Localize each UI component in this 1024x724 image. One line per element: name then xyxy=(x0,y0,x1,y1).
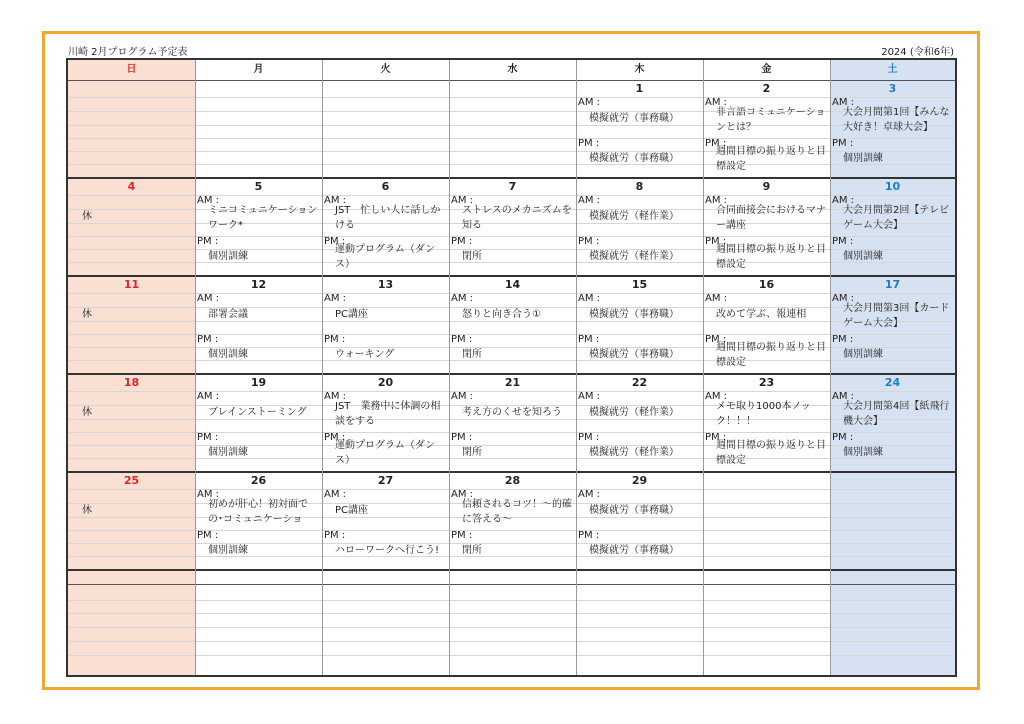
empty-row-line xyxy=(68,584,955,585)
pm-activity: 閉所 xyxy=(462,545,482,556)
am-label: AM : xyxy=(578,293,601,304)
am-label: AM : xyxy=(451,195,474,206)
am-activity: 初めが肝心！初対面での･コミュニケーショ xyxy=(208,499,308,525)
pm-label: PM : xyxy=(197,530,219,541)
am-activity: PC講座 xyxy=(335,505,369,516)
date-number: 8 xyxy=(635,180,644,193)
pm-label: PM : xyxy=(578,432,600,443)
pm-activity: 模擬就労（事務職） xyxy=(589,153,679,164)
empty-row-line xyxy=(68,655,955,656)
pm-label: PM : xyxy=(324,236,346,247)
pm-label: PM : xyxy=(832,138,854,149)
date-number: 29 xyxy=(631,474,648,487)
pm-label: PM : xyxy=(324,432,346,443)
pm-activity: 週間目標の振り返りと目標設定 xyxy=(716,440,826,466)
date-number: 16 xyxy=(758,278,775,291)
am-label: AM : xyxy=(451,391,474,402)
am-label: AM : xyxy=(832,391,855,402)
am-activity: 模擬就労（事務職） xyxy=(589,309,679,320)
pm-label: PM : xyxy=(832,432,854,443)
am-activity: 怒りと向き合う① xyxy=(462,309,541,320)
schedule-title: 川崎 2月プログラム予定表 xyxy=(68,47,188,58)
weekday-header-thu: 木 xyxy=(634,64,645,75)
date-number: 2 xyxy=(762,82,771,95)
date-number: 28 xyxy=(504,474,521,487)
pm-activity: 運動プログラム（ダンス） xyxy=(335,244,435,270)
date-number: 5 xyxy=(254,180,263,193)
pm-label: PM : xyxy=(578,138,600,149)
am-label: AM : xyxy=(324,195,347,206)
pm-label: PM : xyxy=(705,432,727,443)
pm-label: PM : xyxy=(578,530,600,541)
pm-label: PM : xyxy=(197,334,219,345)
weekday-header-sat: 土 xyxy=(887,64,898,75)
pm-activity: 個別訓練 xyxy=(208,251,248,262)
date-number: 24 xyxy=(884,376,901,389)
date-number: 6 xyxy=(381,180,390,193)
am-activity: 信頼されるコツ！～的確に答える～ xyxy=(462,499,572,525)
empty-row-line xyxy=(68,641,955,642)
date-number: 1 xyxy=(635,82,644,95)
pm-activity: 模擬就労（事務職） xyxy=(589,349,679,360)
am-activity: ストレスのメカニズムを知る xyxy=(462,205,572,231)
closed-day-label: 休 xyxy=(82,211,92,222)
date-number: 15 xyxy=(631,278,648,291)
sunday-column-bg xyxy=(68,60,195,675)
am-label: AM : xyxy=(197,195,220,206)
date-number: 10 xyxy=(884,180,901,193)
pm-label: PM : xyxy=(832,236,854,247)
pm-label: PM : xyxy=(705,236,727,247)
am-activity: 模擬就労（軽作業） xyxy=(589,211,679,222)
am-label: AM : xyxy=(578,97,601,108)
am-label: AM : xyxy=(324,489,347,500)
pm-activity: 閉所 xyxy=(462,349,482,360)
am-activity: メモ取り1000本ノック！！！ xyxy=(716,401,811,427)
pm-label: PM : xyxy=(451,334,473,345)
pm-label: PM : xyxy=(705,334,727,345)
am-activity: 模擬就労（事務職） xyxy=(589,505,679,516)
pm-label: PM : xyxy=(324,530,346,541)
calendar-grid xyxy=(66,58,957,677)
date-number: 12 xyxy=(250,278,267,291)
pm-label: PM : xyxy=(578,236,600,247)
am-label: AM : xyxy=(578,195,601,206)
am-activity: 大会月間第2回【テレビゲーム大会】 xyxy=(843,205,950,231)
pm-activity: 模擬就労（事務職） xyxy=(589,545,679,556)
am-activity: 改めて学ぶ、報連相 xyxy=(716,309,807,320)
am-label: AM : xyxy=(832,97,855,108)
date-number: 7 xyxy=(508,180,517,193)
am-activity: ミニコミュニケーションワーク* xyxy=(208,205,318,231)
am-pm-divider xyxy=(68,138,955,139)
pm-activity: 模擬就労（軽作業） xyxy=(589,447,679,458)
am-label: AM : xyxy=(705,97,728,108)
pm-activity: 個別訓練 xyxy=(843,251,883,262)
date-number: 25 xyxy=(123,474,140,487)
pm-label: PM : xyxy=(705,138,727,149)
am-activity: 模擬就労（事務職） xyxy=(589,113,679,124)
am-label: AM : xyxy=(705,391,728,402)
date-number: 26 xyxy=(250,474,267,487)
am-activity: JST 業務中に体調の相談をする xyxy=(335,401,441,427)
closed-day-label: 休 xyxy=(82,407,92,418)
am-activity: 大会月間第4回【紙飛行機大会】 xyxy=(843,401,950,427)
date-row-divider xyxy=(68,97,955,98)
date-number: 11 xyxy=(123,278,140,291)
closed-day-label: 休 xyxy=(82,505,92,516)
pm-activity: 個別訓練 xyxy=(843,153,883,164)
pm-activity: 個別訓練 xyxy=(208,349,248,360)
am-label: AM : xyxy=(197,293,220,304)
date-number: 14 xyxy=(504,278,521,291)
am-activity: 模擬就労（軽作業） xyxy=(589,407,679,418)
date-number: 17 xyxy=(884,278,901,291)
pm-label: PM : xyxy=(324,334,346,345)
pm-activity: 週間目標の振り返りと目標設定 xyxy=(716,342,826,368)
date-number: 23 xyxy=(758,376,775,389)
am-activity: PC講座 xyxy=(335,309,369,320)
am-activity: ブレインストーミング xyxy=(208,407,307,418)
date-number: 27 xyxy=(377,474,394,487)
am-activity: 非言語コミュニケーションとは？ xyxy=(716,107,826,133)
pm-activity: 閉所 xyxy=(462,447,482,458)
pm-label: PM : xyxy=(451,530,473,541)
am-label: AM : xyxy=(197,489,220,500)
pm-activity: 個別訓練 xyxy=(843,349,883,360)
am-activity: 部署会議 xyxy=(208,309,248,320)
pm-label: PM : xyxy=(197,432,219,443)
date-number: 9 xyxy=(762,180,771,193)
pm-label: PM : xyxy=(451,236,473,247)
am-label: AM : xyxy=(705,293,728,304)
am-activity: 考え方のくせを知ろう xyxy=(462,407,562,418)
am-label: AM : xyxy=(324,293,347,304)
date-number: 3 xyxy=(888,82,897,95)
empty-row-line xyxy=(68,600,955,601)
am-label: AM : xyxy=(451,489,474,500)
weekday-header-tue: 火 xyxy=(380,64,391,75)
weekday-header-wed: 水 xyxy=(507,64,518,75)
pm-activity: ウォーキング xyxy=(335,349,395,360)
date-number: 20 xyxy=(377,376,394,389)
schedule-year: 2024 (令和6年) xyxy=(881,47,954,58)
am-label: AM : xyxy=(832,195,855,206)
pm-activity: 閉所 xyxy=(462,251,482,262)
pm-activity: 週間目標の振り返りと目標設定 xyxy=(716,146,826,172)
weekday-header-sun: 日 xyxy=(126,64,137,75)
am-label: AM : xyxy=(578,489,601,500)
pm-activity: 個別訓練 xyxy=(208,447,248,458)
date-number: 21 xyxy=(504,376,521,389)
am-label: AM : xyxy=(578,391,601,402)
am-label: AM : xyxy=(832,293,855,304)
am-label: AM : xyxy=(197,391,220,402)
pm-label: PM : xyxy=(832,334,854,345)
pm-label: PM : xyxy=(451,432,473,443)
closed-day-label: 休 xyxy=(82,309,92,320)
date-number: 19 xyxy=(250,376,267,389)
am-activity: 合同面接会におけるマナー講座 xyxy=(716,205,826,231)
am-label: AM : xyxy=(324,391,347,402)
date-number: 18 xyxy=(123,376,140,389)
pm-label: PM : xyxy=(578,334,600,345)
am-label: AM : xyxy=(451,293,474,304)
empty-row-line xyxy=(68,613,955,614)
pm-activity: 個別訓練 xyxy=(843,447,883,458)
empty-row-line xyxy=(68,627,955,628)
am-activity: JST 忙しい人に話しかける xyxy=(335,205,441,231)
weekday-header-mon: 月 xyxy=(253,64,264,75)
weekday-header-fri: 金 xyxy=(761,64,772,75)
am-activity: 大会月間第3回【カードゲーム大会】 xyxy=(843,303,950,329)
pm-activity: ハローワークへ行こう! xyxy=(335,545,440,556)
pm-activity: 個別訓練 xyxy=(208,545,248,556)
date-number: 4 xyxy=(127,180,136,193)
pm-label: PM : xyxy=(197,236,219,247)
pm-activity: 週間目標の振り返りと目標設定 xyxy=(716,244,826,270)
pm-activity: 模擬就労（軽作業） xyxy=(589,251,679,262)
am-activity: 大会月間第1回【みんな大好き！卓球大会】 xyxy=(843,107,950,133)
date-number: 13 xyxy=(377,278,394,291)
am-label: AM : xyxy=(705,195,728,206)
date-number: 22 xyxy=(631,376,648,389)
pm-activity: 運動プログラム（ダンス） xyxy=(335,440,435,466)
